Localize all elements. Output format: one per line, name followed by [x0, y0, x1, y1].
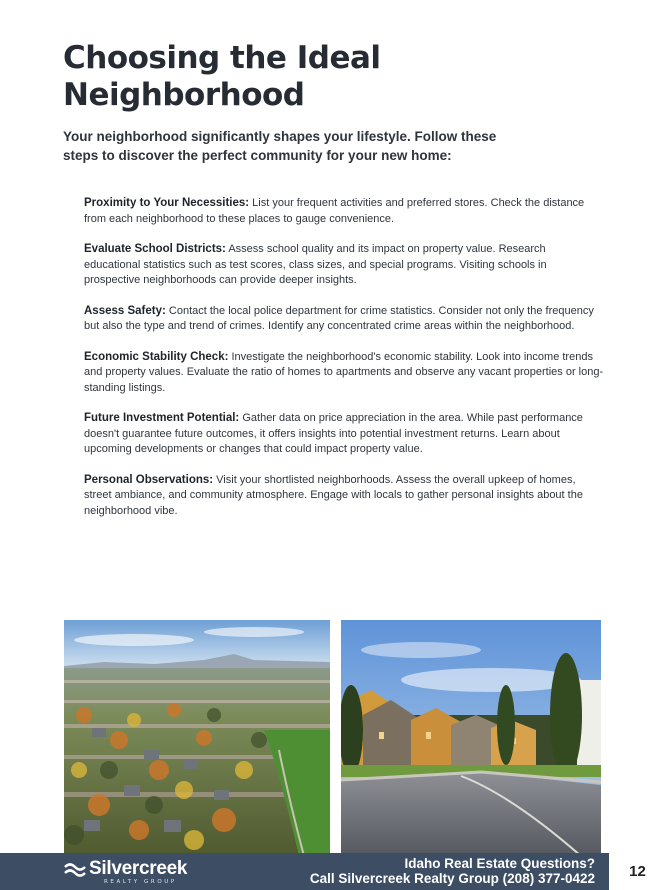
step-heading: Proximity to Your Necessities: — [84, 197, 250, 209]
brand-name: Silvercreek — [89, 858, 188, 879]
step-text: Investigate the neighborhood's economic stability. Look into income trends and property values. Evaluate the ratio of homes to apartments and observe any vacant properties or long-standing listings. — [84, 350, 604, 394]
silvercreek-logo — [64, 857, 214, 887]
step-heading: Future Investment Potential: — [84, 412, 240, 424]
contact-callout — [310, 856, 595, 886]
step-text: Visit your shortlisted neighborhoods. Assess the overall upkeep of homes, street ambiance, and community atmosphere. Engage with locals to gather personal insights about the neighborhood vibe. — [84, 473, 583, 517]
wave-logo-icon — [64, 861, 86, 879]
step-text: Contact the local police department for crime statistics. Consider not only the frequency but also the type and trend of crimes. Identify any concentrated crime areas within the neighborhood. — [84, 304, 594, 332]
step-item — [84, 350, 604, 397]
step-item — [84, 473, 604, 520]
step-item — [84, 411, 604, 458]
step-heading: Assess Safety: — [84, 304, 166, 317]
footer-bar — [0, 853, 609, 890]
footer — [0, 853, 664, 890]
step-item — [84, 242, 604, 289]
step-text: Gather data on price appreciation in the area. While past performance doesn't guarantee future outcomes, it offers insights into potential investment returns. Learn about upcoming developments or changes that could impact property value. — [84, 412, 583, 455]
step-item — [84, 304, 604, 335]
step-heading: Economic Stability Check: — [84, 350, 229, 363]
intro-paragraph: Your neighborhood significantly shapes your lifestyle. Follow these steps to discover the perfect community for your new home: — [63, 129, 497, 163]
brand-subtitle: REALTY GROUP — [104, 879, 177, 885]
page-number: 12 — [629, 863, 646, 880]
street-houses-photo — [341, 620, 601, 856]
step-text: List your frequent activities and preferred stores. Check the distance from each neighborhood to these places to gauge convenience. — [84, 197, 585, 225]
cta-phone: Call Silvercreek Realty Group (208) 377-0422 — [309, 871, 595, 886]
step-item — [84, 196, 604, 227]
step-heading: Personal Observations: — [84, 473, 214, 486]
aerial-neighborhood-photo — [64, 620, 330, 856]
steps-list — [84, 196, 604, 534]
cta-question: Idaho Real Estate Questions? — [404, 856, 595, 871]
step-text: Assess school quality and its impact on property value. Research educational statistics such as test scores, class sizes, and special programs. Visiting schools in prospective neighborhoods can provide deeper insights. — [84, 243, 547, 286]
page-title: Choosing the Ideal Neighborhood — [63, 40, 381, 113]
step-heading: Evaluate School Districts: — [84, 243, 226, 255]
